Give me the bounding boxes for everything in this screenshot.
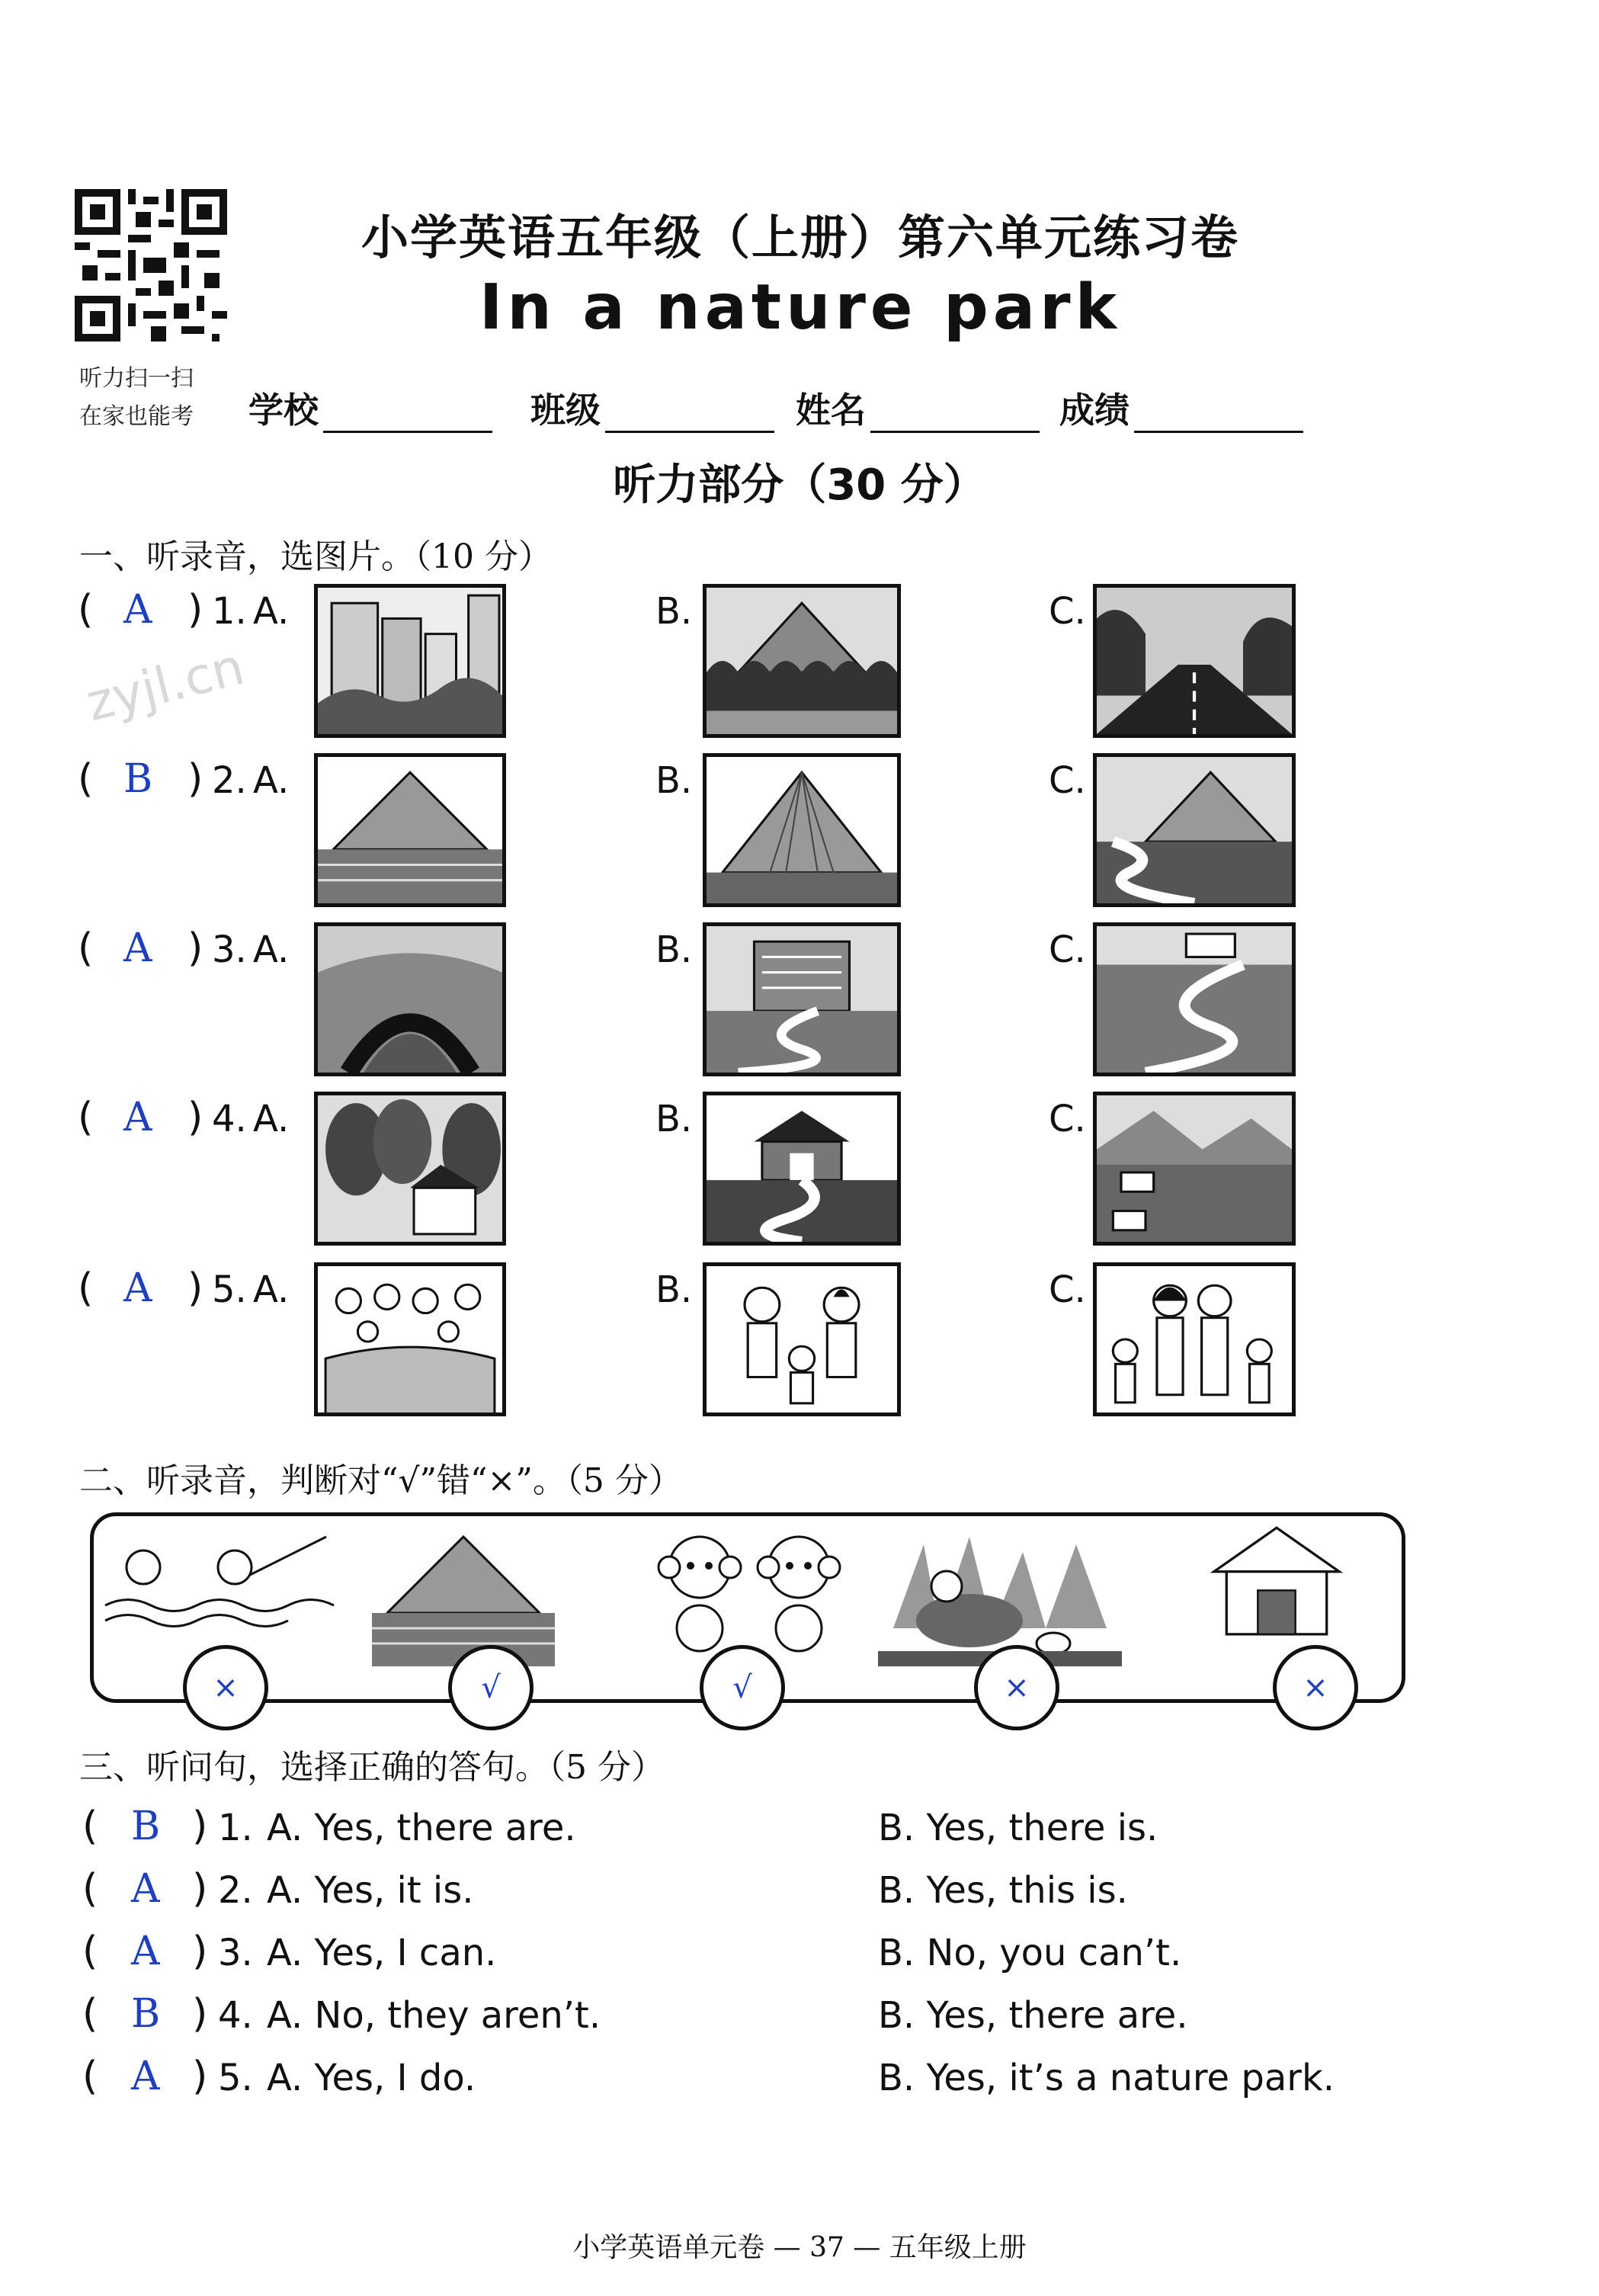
qr-code (75, 189, 227, 342)
park-river-icon[interactable] (1093, 922, 1296, 1076)
answer-blank[interactable]: A (123, 925, 152, 971)
option-label: C. (1049, 1268, 1086, 1311)
qr-caption-line-1: 听力扫一扫 (79, 365, 194, 392)
mountain-river-icon[interactable] (1093, 753, 1296, 907)
part3-heading: 三、听问句，选择正确的答句。（5 分） (79, 1748, 665, 1787)
judge-answer-circle[interactable]: √ (448, 1645, 534, 1730)
answer-paren-close: ) (192, 2054, 208, 2099)
option-b-text: B. Yes, there are. (878, 1994, 1188, 2037)
answer-blank[interactable]: B (131, 1804, 161, 1849)
option-label: C. (1049, 759, 1086, 802)
mountain-icon[interactable] (703, 753, 901, 907)
answer-paren-open: ( (82, 1804, 98, 1849)
option-label: C. (1049, 928, 1086, 971)
title-chinese: 小学英语五年级（上册）第六单元练习卷 (360, 210, 1239, 265)
answer-paren-open: ( (78, 1265, 94, 1311)
answer-blank[interactable]: A (131, 2054, 160, 2099)
monkeys-icon (631, 1522, 875, 1666)
judge-answer-circle[interactable]: √ (700, 1645, 785, 1730)
answer-paren-close: ) (192, 1991, 208, 2037)
house-path-icon[interactable] (703, 1092, 901, 1246)
mountain-lake-icon[interactable] (314, 753, 506, 907)
mountains-lake-icon[interactable] (1093, 1092, 1296, 1246)
option-label: A. (253, 590, 290, 633)
name-field[interactable] (796, 383, 1040, 433)
option-label: B. (655, 759, 693, 802)
class-label: 班级 (530, 390, 601, 431)
part1-heading: 一、听录音，选图片。（10 分） (79, 537, 552, 576)
option-b-text: B. Yes, there is. (878, 1807, 1158, 1849)
answer-paren-close: ) (187, 1265, 203, 1311)
doghouse-icon (1189, 1522, 1364, 1666)
answer-paren-open: ( (78, 756, 94, 802)
option-b-text: B. Yes, this is. (878, 1869, 1128, 1912)
school-field[interactable] (248, 383, 492, 433)
answer-paren-open: ( (82, 2054, 98, 2099)
part2-heading: 二、听录音，判断对“√”错“×”。（5 分） (79, 1461, 682, 1500)
option-a-text: A. Yes, I can. (267, 1932, 497, 1974)
option-label: A. (253, 759, 290, 802)
class-field[interactable] (530, 383, 774, 433)
qr-caption (79, 360, 247, 436)
answer-paren-close: ) (192, 1804, 208, 1849)
page-footer: 小学英语单元卷 — 37 — 五年级上册 (572, 2232, 1027, 2263)
trees-house-icon[interactable] (314, 1092, 506, 1246)
answer-paren-open: ( (78, 587, 94, 633)
option-label: B. (655, 1268, 693, 1311)
city-buildings-icon[interactable] (314, 584, 506, 738)
option-label: C. (1049, 590, 1086, 633)
question-number: 2. (212, 759, 247, 802)
answer-paren-open: ( (78, 925, 94, 971)
judge-answer-circle[interactable]: × (183, 1645, 268, 1730)
mountain-forest-icon[interactable] (703, 584, 901, 738)
judge-answer-circle[interactable]: × (1273, 1645, 1358, 1730)
qr-caption-line-2: 在家也能考 (79, 403, 194, 430)
question-number: 1. (212, 590, 247, 633)
answer-blank[interactable]: A (131, 1866, 160, 1912)
option-a-text: A. Yes, it is. (267, 1869, 474, 1912)
family-of-four-icon[interactable] (1093, 1262, 1296, 1416)
question-number: 5. (212, 1268, 247, 1311)
score-field[interactable] (1059, 383, 1303, 433)
family-of-three-icon[interactable] (703, 1262, 901, 1416)
answer-paren-open: ( (82, 1929, 98, 1974)
answer-blank[interactable]: B (131, 1991, 161, 2037)
bridge-river-icon[interactable] (314, 922, 506, 1076)
answer-blank[interactable]: A (123, 1095, 152, 1140)
option-label: B. (655, 1098, 693, 1140)
answer-blank[interactable]: A (131, 1929, 160, 1974)
answer-blank[interactable]: B (123, 756, 153, 802)
question-number: 2. (218, 1869, 253, 1912)
answer-paren-close: ) (192, 1929, 208, 1974)
question-number: 5. (218, 2057, 253, 2099)
score-label: 成绩 (1059, 390, 1130, 431)
option-label: C. (1049, 1098, 1086, 1140)
watermark: zyjl.cn (80, 637, 250, 733)
answer-blank[interactable]: A (123, 1265, 152, 1311)
answer-paren-open: ( (78, 1095, 94, 1140)
ducks-icon (878, 1522, 1122, 1666)
question-number: 4. (212, 1098, 247, 1140)
big-family-icon[interactable] (314, 1262, 506, 1416)
listening-section-title: 听力部分（30 分） (613, 460, 986, 510)
option-b-text: B. No, you can’t. (878, 1932, 1182, 1974)
option-a-text: A. Yes, there are. (267, 1807, 576, 1849)
question-number: 3. (212, 928, 247, 971)
option-label: A. (253, 928, 290, 971)
question-number: 1. (218, 1807, 253, 1849)
answer-paren-close: ) (187, 1095, 203, 1140)
answer-paren-close: ) (187, 756, 203, 802)
road-trees-icon[interactable] (1093, 584, 1296, 738)
option-a-text: A. No, they aren’t. (267, 1994, 601, 2037)
option-a-text: A. Yes, I do. (267, 2057, 476, 2099)
question-number: 3. (218, 1932, 253, 1974)
answer-blank[interactable]: A (123, 587, 152, 633)
judge-answer-circle[interactable]: × (974, 1645, 1059, 1730)
answer-paren-close: ) (187, 587, 203, 633)
answer-paren-open: ( (82, 1866, 98, 1912)
school-label: 学校 (248, 390, 319, 431)
title-english: In a nature park (479, 271, 1122, 344)
option-label: A. (253, 1098, 290, 1140)
answer-paren-close: ) (187, 925, 203, 971)
answer-paren-open: ( (82, 1991, 98, 2037)
question-number: 4. (218, 1994, 253, 2037)
option-label: A. (253, 1268, 290, 1311)
answer-paren-close: ) (192, 1866, 208, 1912)
option-label: B. (655, 928, 693, 971)
option-b-text: B. Yes, it’s a nature park. (878, 2057, 1335, 2099)
building-river-icon[interactable] (703, 922, 901, 1076)
name-label: 姓名 (796, 390, 866, 431)
option-label: B. (655, 590, 693, 633)
